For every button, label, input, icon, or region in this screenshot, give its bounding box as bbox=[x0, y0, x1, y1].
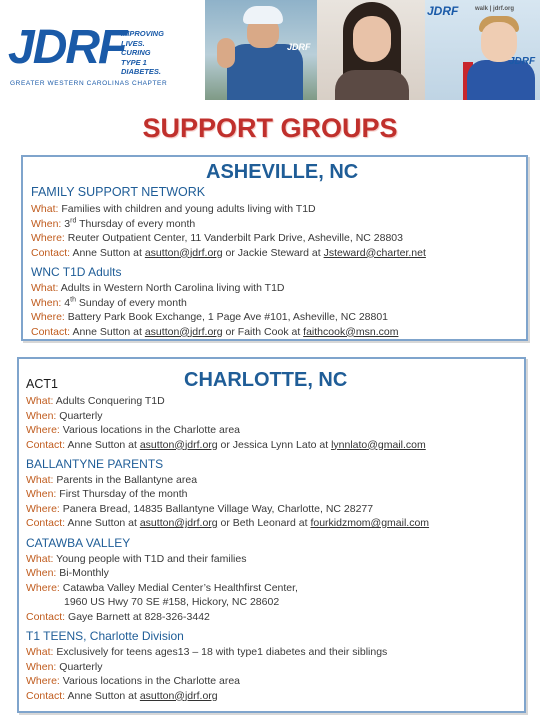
woman-photo bbox=[317, 0, 425, 100]
contact-row: Contact: Anne Sutton at asutton@jdrf.org bbox=[26, 689, 218, 702]
when-row: When: Quarterly bbox=[26, 409, 103, 422]
page-title: SUPPORT GROUPS bbox=[142, 113, 398, 143]
where-row: Where: Battery Park Book Exchange, 1 Page Ave #101, Asheville, NC 28801 bbox=[31, 311, 389, 323]
group-title: CATAWBA VALLEY bbox=[26, 536, 131, 550]
what-row: What: Adults Conquering T1D bbox=[26, 395, 165, 407]
asheville-panel bbox=[21, 155, 528, 341]
jdrf-logo bbox=[0, 0, 205, 100]
group-title: ACT1 bbox=[26, 377, 58, 391]
when-row: When: Quarterly bbox=[26, 660, 103, 673]
email-link[interactable]: asutton@jdrf.org bbox=[144, 325, 223, 338]
charlotte-panel bbox=[17, 357, 526, 713]
walk-banner-logo: JDRF bbox=[427, 4, 459, 18]
email-link[interactable]: lynnlato@gmail.com bbox=[331, 438, 426, 451]
where-row: Where: Catawba Valley Medial Center’s Healthfirst Center, bbox=[26, 581, 298, 594]
where-row-continued: 1960 US Hwy 70 SE #158, Hickory, NC 28602 bbox=[64, 596, 280, 608]
contact-row: Contact: Anne Sutton at asutton@jdrf.org or Faith Cook at faithcook@msn.com bbox=[31, 325, 399, 338]
email-link[interactable]: Jsteward@charter.net bbox=[323, 246, 426, 259]
city-heading: CHARLOTTE, NC bbox=[184, 369, 348, 391]
where-row: Where: Panera Bread, 14835 Ballantyne Village Way, Charlotte, NC 28277 bbox=[26, 502, 374, 515]
logo-wordmark: JDRF bbox=[8, 21, 126, 74]
what-row: What: Families with children and young adults living with T1D bbox=[31, 203, 316, 215]
email-link[interactable]: asutton@jdrf.org bbox=[139, 517, 218, 529]
where-row: Where: Reuter Outpatient Center, 11 Vanderbilt Park Drive, Asheville, NC 28803 bbox=[31, 232, 403, 244]
shirt-logo: JDRF bbox=[509, 56, 536, 67]
boy-photo bbox=[425, 0, 540, 100]
when-row: When: First Thursday of the month bbox=[26, 488, 188, 500]
cyclist-photo bbox=[205, 0, 317, 100]
email-link[interactable]: asutton@jdrf.org bbox=[139, 438, 218, 451]
contact-row: Contact: Anne Sutton at asutton@jdrf.org or Jessica Lynn Lato at lynnlato@gmail.com bbox=[26, 438, 426, 451]
when-row: When: Bi-Monthly bbox=[26, 567, 109, 579]
email-link[interactable]: asutton@jdrf.org bbox=[139, 689, 218, 702]
when-row: When: 3rd Thursday of every month bbox=[31, 217, 196, 230]
logo-tagline: IMPROVING LIVES. CURING TYPE 1 DIABETES. bbox=[121, 29, 164, 76]
email-link[interactable]: fourkidzmom@gmail.com bbox=[310, 517, 430, 529]
what-row: What: Exclusively for teens ages13 – 18 with type1 diabetes and their siblings bbox=[26, 646, 388, 658]
jersey-logo: JDRF bbox=[287, 42, 311, 52]
email-link[interactable]: faithcook@msn.com bbox=[303, 325, 399, 338]
email-link[interactable]: asutton@jdrf.org bbox=[144, 246, 223, 259]
group-title: T1 TEENS, Charlotte Division bbox=[26, 629, 184, 643]
group-title: WNC T1D Adults bbox=[31, 265, 122, 279]
when-row: When: 4th Sunday of every month bbox=[31, 296, 187, 309]
city-heading: ASHEVILLE, NC bbox=[206, 161, 359, 183]
group-title: BALLANTYNE PARENTS bbox=[26, 457, 164, 471]
chapter-name: GREATER WESTERN CAROLINAS CHAPTER bbox=[10, 80, 168, 87]
group-title: FAMILY SUPPORT NETWORK bbox=[31, 185, 206, 199]
walk-banner-url: walk | jdrf.org bbox=[475, 6, 515, 12]
what-row: What: Young people with T1D and their families bbox=[26, 552, 247, 565]
contact-row: Contact: Gaye Barnett at 828-326-3442 bbox=[26, 610, 210, 623]
where-row: Where: Various locations in the Charlotte area bbox=[26, 675, 241, 687]
where-row: Where: Various locations in the Charlotte area bbox=[26, 424, 241, 436]
what-row: What: Parents in the Ballantyne area bbox=[26, 473, 198, 486]
contact-row: Contact: Anne Sutton at asutton@jdrf.org or Beth Leonard at fourkidzmom@gmail.com bbox=[26, 517, 430, 529]
what-row: What: Adults in Western North Carolina living with T1D bbox=[31, 282, 285, 294]
contact-row: Contact: Anne Sutton at asutton@jdrf.org or Jackie Steward at Jsteward@charter.net bbox=[31, 246, 426, 259]
header-banner bbox=[0, 0, 540, 100]
